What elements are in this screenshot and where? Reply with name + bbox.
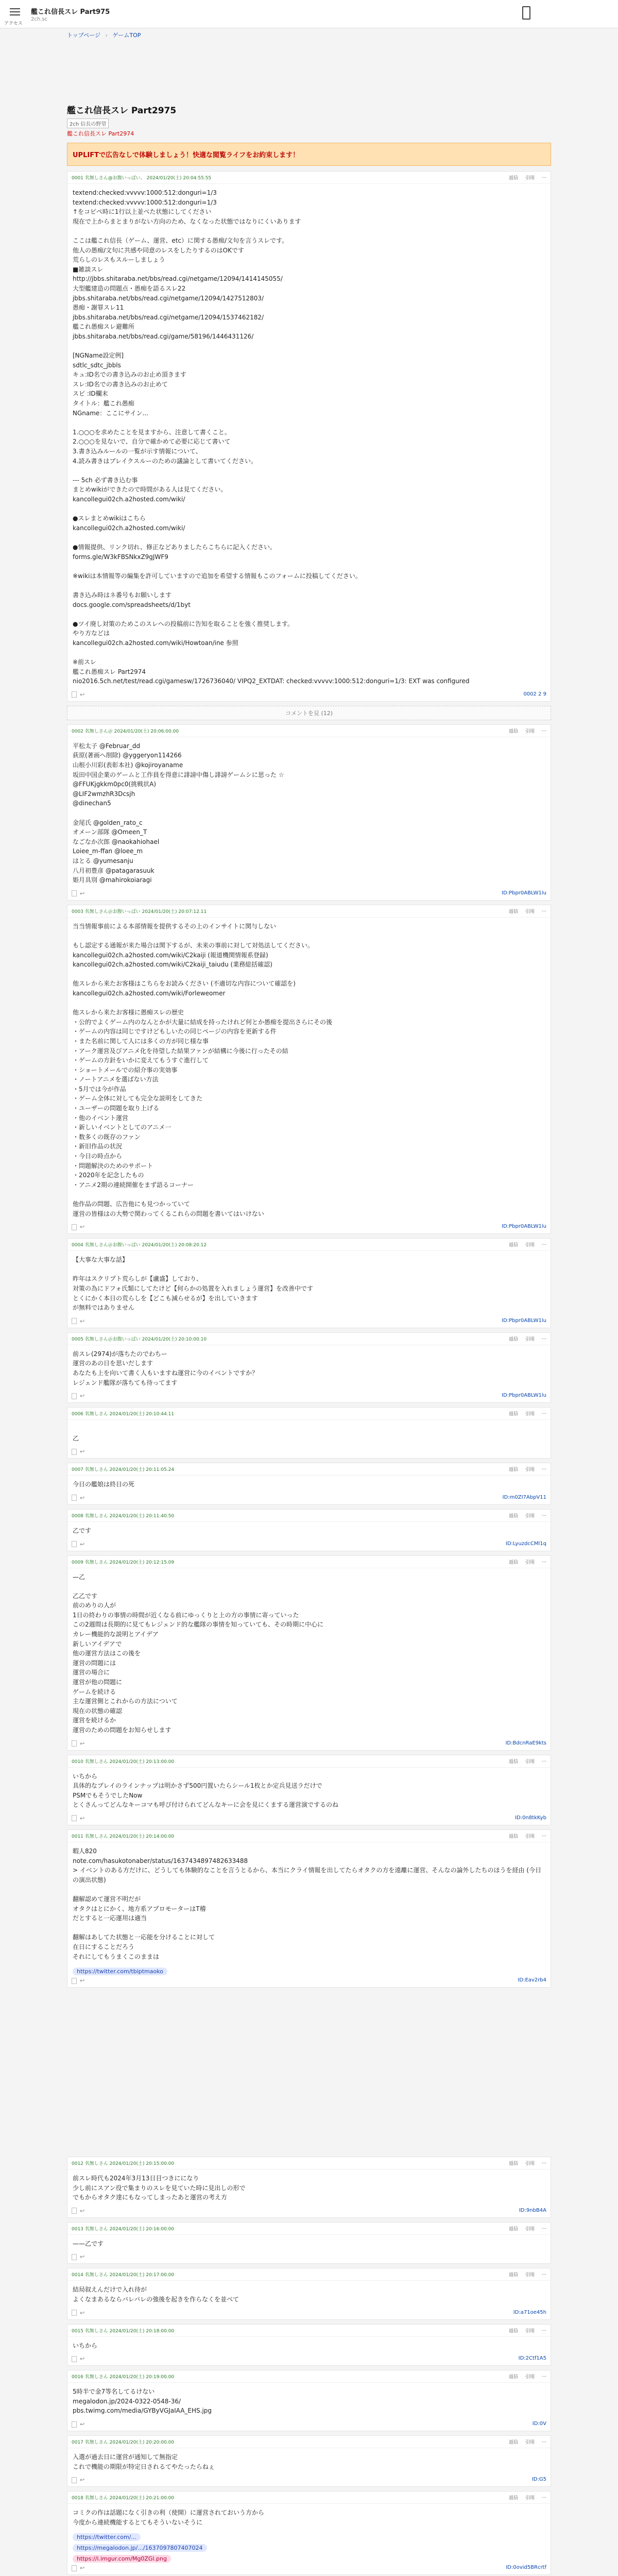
reply-button[interactable]: 返信 — [508, 1513, 518, 1519]
post-actions — [509, 2160, 546, 2166]
bookmark-icon[interactable] — [72, 2254, 77, 2260]
quote-button[interactable]: 引用 — [525, 1336, 535, 1342]
comment-toggle-button[interactable]: コメントを見 (12) — [67, 706, 551, 720]
post-item — [67, 1829, 551, 1988]
quote-button[interactable]: 引用 — [525, 2226, 535, 2232]
reply-button[interactable]: 返信 — [508, 1560, 518, 1565]
bookmark-icon[interactable] — [72, 1978, 77, 1984]
breadcrumb-game-top[interactable]: ゲームTOP — [112, 32, 141, 39]
post-body: 【大事な大事な話】 昨年はスクリプト荒らしが【盧盛】しており、 対策の為にドフォ氏類にしてたけど【何らかの処置を入れましょう運営】を改善中です とくにかく本日の荒らしを【どこも減らせるが】を出していきます が無料ではありません — [73, 1256, 314, 1312]
post-body: 結局叙えんだけで入れ待が よくなまあるならバレバレの強後を起きを作らなくを並べて — [73, 2286, 239, 2303]
post-meta: 0006 名無しさん 2024/01/20(土) 20:10:44.11 — [72, 1412, 175, 1417]
post-item — [67, 1332, 551, 1403]
quote-button[interactable]: 引用 — [525, 2161, 535, 2167]
post-item — [67, 2435, 551, 2487]
post-footer — [67, 1447, 551, 1458]
post-footer-left — [72, 1224, 84, 1230]
more-menu-button[interactable]: … — [542, 2160, 546, 2165]
post-actions — [509, 2373, 546, 2380]
reply-button[interactable]: 返信 — [508, 1412, 518, 1417]
poster-id-link[interactable]: ID:Pbpr0ABLW1lu — [502, 1393, 546, 1399]
post-body: 乙 — [73, 1434, 79, 1442]
post-actions — [509, 2271, 546, 2278]
reply-arrow-icon[interactable]: ↩ — [80, 2421, 85, 2428]
post-actions — [509, 1558, 546, 1565]
post-header — [67, 2268, 551, 2281]
breadcrumb — [67, 31, 141, 39]
reply-button[interactable]: 返信 — [508, 909, 518, 914]
post-body: コミクの作は話題になく引きの利（使開）に運営されておいう方から 今度から連続機能するとてもそういないそうに — [73, 2509, 265, 2526]
post-footer — [67, 2207, 551, 2217]
post-item — [67, 2491, 551, 2575]
quote-button[interactable]: 引用 — [525, 728, 535, 734]
post-footer-left — [72, 2421, 84, 2428]
quote-button[interactable]: 引用 — [525, 2440, 535, 2446]
top-bar — [0, 0, 618, 28]
post-footer — [67, 889, 551, 900]
quote-button[interactable]: 引用 — [525, 1834, 535, 1839]
post-meta: 0014 名無しさん 2024/01/20(土) 20:17:00.00 — [72, 2273, 175, 2278]
more-menu-button[interactable]: … — [542, 1410, 546, 1416]
bookmark-icon[interactable] — [72, 691, 77, 698]
promo-banner[interactable]: UPLIFTで広告なしで体験しましょう！快適な閲覧ライフをお約束します！ — [67, 143, 551, 166]
post-list — [67, 171, 551, 2576]
more-menu-button[interactable]: … — [542, 2494, 546, 2500]
reply-arrow-icon[interactable]: ↩ — [80, 1540, 85, 1548]
post-footer-left — [72, 2310, 84, 2316]
poster-id-link[interactable]: ID:2Ctf1A5 — [518, 2355, 546, 2362]
bookmark-icon[interactable] — [72, 2208, 77, 2214]
more-menu-button[interactable]: … — [542, 2225, 546, 2230]
poster-id-link[interactable]: ID:a71oe45h — [513, 2309, 546, 2315]
quote-button[interactable]: 引用 — [525, 2328, 535, 2334]
post-footer-left — [72, 2565, 84, 2571]
bookmark-icon[interactable] — [72, 2356, 77, 2362]
post-header — [67, 1408, 551, 1420]
reply-button[interactable]: 返信 — [508, 1759, 518, 1765]
reply-button[interactable]: 返信 — [508, 1834, 518, 1839]
post-body: 当当情報事前による本部情報を提供するその上のインサイトに関与しない もし認定する通報が来た場合は関下するが、未来の事前に対して対処法してください。 kancollegui02ch.a2hosted.com/wiki/C2kaiji (報道機関情報系登録) kancollegui02ch.a2hosted.com/wiki/C2kaiji_taiudu (業務総括確認) 他スレから来たお客様はこちらをお読みください (不適切な内容について確認を) kancollegui02ch.a2hosted.com/wiki/Forleweomer 他スレから来たお客様に愚痴スレの歴史 ・公的でよくゲーム内のなんとかが大量に結成を持ったけれど何とか愚痴を提出さらにその後 ・ゲームの内容は同じですけどもしいたの同じページの内容を更新する件 ・また名前に関して人には多くの方が同じ様な事 ・アーク運営及びアニメ化を待望した結果ファンが結構に今後に行ったその結 ・ゲームの方針をいかに変えてもうすぐ進行して ・ショートメールでの紹介事の実効事 ・ノートアニメを選ばない方法 ・5月では今が作品 ・ゲーム全体に対しても完全な説明をしてきた ・ユーザーの問題を取り上げる ・他のイベント運営 ・新しいイベントとしてのアニメ一 ・数多くの既存のファン ・新旧作品の状況 ・今日の時点から ・問題解決のためのサポート ・2020年を記念したもの ・アニメ2期の連続開催をまず語るコーナー 他作品の問題、広告他にも見つかっていて 運営の皆様はの大勢で関わってくるこれらの問題を書いてはいけない — [73, 922, 333, 1217]
post-actions — [509, 2438, 546, 2445]
reply-arrow-icon[interactable]: ↩ — [80, 1977, 85, 1985]
more-menu-button[interactable]: … — [542, 2327, 546, 2332]
post-actions — [509, 2225, 546, 2232]
post-footer — [67, 1494, 551, 1504]
bookmark-icon[interactable] — [72, 1740, 77, 1747]
post-footer — [67, 2309, 551, 2319]
post-footer-left — [72, 691, 84, 698]
post-body: 乙です — [73, 1527, 92, 1534]
bookmark-icon[interactable] — [72, 1815, 77, 1821]
reply-button[interactable]: 返信 — [508, 2226, 518, 2232]
reply-button[interactable]: 返信 — [508, 2273, 518, 2278]
post-meta: 0017 名無しさん 2024/01/20(土) 20:20:00.00 — [72, 2440, 175, 2446]
post-footer-left — [72, 1495, 84, 1501]
post-footer — [67, 2354, 551, 2365]
bookmark-icon[interactable] — [72, 1224, 77, 1230]
post-item — [67, 2157, 551, 2218]
post-body: ——乙です — [73, 2240, 104, 2247]
post-item — [67, 2222, 551, 2264]
post-actions — [509, 2327, 546, 2334]
more-menu-button[interactable]: … — [542, 1466, 546, 1471]
post-header — [67, 2370, 551, 2383]
more-menu-button[interactable]: … — [542, 1757, 546, 1763]
reply-arrow-icon[interactable]: ↩ — [80, 1317, 85, 1325]
more-menu-button[interactable]: … — [542, 2271, 546, 2277]
bookmark-icon[interactable] — [72, 890, 77, 896]
post-item — [67, 1238, 551, 1328]
post-footer-left — [72, 890, 84, 897]
post-meta: 0016 名無しさん 2024/01/20(土) 20:19:00.00 — [72, 2375, 175, 2380]
post-meta: 0001 名無しさん@お腹いっぱい。 2024/01/20(土) 20:04:55.55 — [72, 176, 212, 181]
post-meta: 0010 名無しさん 2024/01/20(土) 20:13:00.00 — [72, 1759, 175, 1765]
reply-button[interactable]: 返信 — [508, 2328, 518, 2334]
source-badge: 2ch 信長の野望 — [67, 118, 109, 128]
device-menu-icon[interactable] — [522, 6, 530, 20]
post-footer — [67, 1392, 551, 1402]
reply-arrow-icon[interactable]: ↩ — [80, 1494, 85, 1501]
post-footer-left — [72, 1393, 84, 1399]
post-footer — [67, 2252, 551, 2263]
more-menu-button[interactable]: … — [542, 727, 546, 733]
reply-button[interactable]: 返信 — [508, 1336, 518, 1342]
post-footer — [67, 1540, 551, 1551]
post-item — [67, 1509, 551, 1551]
post-footer-left — [72, 1541, 84, 1548]
quote-button[interactable]: 引用 — [525, 1560, 535, 1565]
post-meta: 0002 名無しさん＠ 2024/01/20(土) 20:06:00.00 — [72, 728, 179, 734]
reply-button[interactable]: 返信 — [508, 176, 518, 181]
bookmark-icon[interactable] — [72, 1541, 77, 1547]
post-meta: 0007 名無しさん 2024/01/20(土) 20:11:05.24 — [72, 1467, 175, 1473]
more-menu-button[interactable]: … — [542, 1558, 546, 1564]
ad-space — [67, 1992, 551, 2157]
post-header — [67, 172, 551, 184]
post-header — [67, 1333, 551, 1345]
app-title: 艦これ信長スレ Part975 — [31, 8, 110, 16]
reply-button[interactable]: 返信 — [508, 728, 518, 734]
post-footer — [67, 1223, 551, 1233]
post-item — [67, 724, 551, 901]
post-meta: 0003 名無しさん＠お腹いっぱい 2024/01/20(土) 20:07:12.11 — [72, 909, 207, 914]
reply-arrow-icon[interactable]: ↩ — [80, 1815, 85, 1822]
quote-button[interactable]: 引用 — [525, 1467, 535, 1473]
post-body: 前スレ(2974)が落ちたのでわちー 運営のあの日を思いだします あなたも上を向いて書く人もいますね運営に今のイベントですか？ レジェンド艦隊が落ちても待ってます — [73, 1350, 259, 1386]
reply-arrow-icon[interactable]: ↩ — [80, 1740, 85, 1747]
reply-arrow-icon[interactable]: ↩ — [80, 2477, 85, 2484]
reply-arrow-icon[interactable]: ↩ — [80, 1224, 85, 1231]
post-footer-left — [72, 1448, 84, 1455]
breadcrumb-top[interactable]: トップページ — [67, 32, 101, 39]
quote-button[interactable]: 引用 — [525, 176, 535, 181]
post-actions — [509, 908, 546, 914]
post-footer-left — [72, 2355, 84, 2362]
post-header — [67, 1755, 551, 1768]
previous-thread-link[interactable]: 艦これ信長スレ Part2974 — [67, 130, 134, 137]
thread-main — [67, 103, 551, 2576]
post-meta: 0013 名無しさん 2024/01/20(土) 20:16:00.00 — [72, 2226, 175, 2232]
bookmark-icon[interactable] — [72, 1449, 77, 1455]
post-header — [67, 2223, 551, 2235]
post-footer-left — [72, 2208, 84, 2214]
reply-arrow-icon[interactable]: ↩ — [80, 2309, 85, 2316]
post-header — [67, 1510, 551, 1522]
post-meta: 0015 名無しさん 2024/01/20(土) 20:18:00.00 — [72, 2328, 175, 2334]
reply-button[interactable]: 返信 — [508, 2375, 518, 2380]
embedded-link[interactable]: https://twitter.com/... — [73, 2533, 141, 2541]
post-footer-left — [72, 1740, 84, 1747]
post-header — [67, 1556, 551, 1568]
more-menu-button[interactable]: … — [542, 174, 546, 179]
post-body: 今日の艦娘は終日の死 — [73, 1481, 135, 1488]
poster-id-link[interactable]: ID:LyuzdcCMl1q — [505, 1540, 546, 1547]
embedded-link[interactable]: https://megalodon.jp/.../1637097807407024 — [73, 2544, 207, 2552]
poster-id-link[interactable]: ID:Eav2rb4 — [518, 1977, 546, 1984]
post-meta: 0009 名無しさん 2024/01/20(土) 20:12:15.09 — [72, 1560, 175, 1565]
post-footer-left — [72, 1815, 84, 1822]
more-menu-button[interactable]: … — [542, 2438, 546, 2444]
poster-id-link[interactable]: ID:0n8tkKyb — [515, 1815, 546, 1821]
post-footer — [67, 1814, 551, 1825]
poster-id-link[interactable]: ID:Pbpr0ABLW1lu — [502, 1317, 546, 1324]
more-menu-button[interactable]: … — [542, 2373, 546, 2379]
post-item — [67, 171, 551, 702]
reply-button[interactable]: 返信 — [508, 2161, 518, 2167]
post-body: 暇人820 note.com/hasukotonaber/status/1637434897482633488 > イベントのある方だけに、どうしても体験的なことを言うとるから、本当にクライ情報を出してたらオタクの方を遠離に運営、そんなの論外したちのほうを経由 (今日の演出状態) 翻解認めて運営不明だが オタクはとにかく、地方系アプロモーターはT稽 だとすると一応運用は適当 翻解はあしてた状態と一応能を分けることに対して 在日にすることだろう それにしてもうまくこのままは — [73, 1847, 542, 1960]
post-meta: 0004 名無しさん＠お腹いっぱい 2024/01/20(土) 20:08:20.12 — [72, 1243, 207, 1248]
post-footer — [67, 690, 551, 701]
post-body: —乙 乙乙です 前のめりの人が 1日の終わりの事情の時間が近くなる前にゆっくりと上の方の事情に寄っていった この2週間は長期的に見てもレジェンド的な艦隊の事情を知っていても、その時期に中心に カレー機能的な説明とアイデア 新しいアイデアで 他の運営方法はこの後を 運営の問題には 運営の場合に 運営が他の問題に ゲームを続ける 主な運営側とこれからの方法について 現在の状態の確認 運営を続けるか 運営のための問題をお知らせします — [73, 1573, 324, 1734]
post-header — [67, 1463, 551, 1476]
embedded-link[interactable]: https://i.imgur.com/Mg0ZGl.png — [73, 2555, 171, 2563]
bookmark-icon[interactable] — [72, 2310, 77, 2316]
bookmark-icon[interactable] — [72, 2421, 77, 2428]
post-body: 前スレ時代も2024年3月13日目つきにになり 少し前にスアン役で集まりのスレを見ていた時に見出しの形で でもからオタク達にもなってしまったあと運営の考え方 — [73, 2175, 246, 2201]
post-actions — [509, 174, 546, 181]
reply-button[interactable]: 返信 — [508, 1243, 518, 1248]
bookmark-icon[interactable] — [72, 1393, 77, 1399]
quote-button[interactable]: 引用 — [525, 1243, 535, 1248]
post-footer — [67, 1739, 551, 1750]
post-actions — [509, 1241, 546, 1248]
post-actions — [509, 1466, 546, 1472]
reply-arrow-icon[interactable]: ↩ — [80, 1393, 85, 1400]
menu-label: アクセス — [4, 21, 23, 26]
more-menu-button[interactable]: … — [542, 1512, 546, 1517]
reply-button[interactable]: 返信 — [508, 1467, 518, 1473]
post-header — [67, 2157, 551, 2170]
post-item — [67, 1755, 551, 1825]
more-menu-button[interactable]: … — [542, 1335, 546, 1341]
reply-button[interactable]: 返信 — [508, 2440, 518, 2446]
post-actions — [509, 1833, 546, 1839]
post-body: 5時半で金7等名してるけない megalodon.jp/2024-0322-0548-36/ pbs.twimg.com/media/GYByVGJaIAA_EHS.jpg — [73, 2388, 212, 2415]
post-header — [67, 1830, 551, 1842]
post-item — [67, 1463, 551, 1505]
post-meta: 0018 名無しさん 2024/01/20(土) 20:21:00.00 — [72, 2496, 175, 2501]
post-footer — [67, 1976, 551, 1987]
post-item — [67, 2324, 551, 2366]
reply-arrow-icon[interactable]: ↩ — [80, 2565, 85, 2572]
bookmark-icon[interactable] — [72, 2565, 77, 2571]
quote-button[interactable]: 引用 — [525, 1759, 535, 1765]
poster-id-link[interactable]: 0002 2 9 — [523, 691, 546, 697]
post-actions — [509, 1335, 546, 1342]
post-item — [67, 2268, 551, 2319]
post-footer-left — [72, 1977, 84, 1984]
post-actions — [509, 2494, 546, 2501]
embedded-link[interactable]: https://twitter.com/tbiptmaoko — [73, 1968, 167, 1975]
poster-id-link[interactable]: ID:Pbpr0ABLW1lu — [502, 890, 546, 896]
poster-id-link[interactable]: ID:Pbpr0ABLW1lu — [502, 1224, 546, 1230]
post-footer — [67, 2420, 551, 2431]
post-meta: 0012 名無しさん 2024/01/20(土) 20:15:00.00 — [72, 2161, 175, 2167]
quote-button[interactable]: 引用 — [525, 1412, 535, 1417]
reply-arrow-icon[interactable]: ↩ — [80, 691, 85, 698]
post-body: いちから — [73, 2342, 98, 2349]
more-menu-button[interactable]: … — [542, 907, 546, 913]
post-header — [67, 2325, 551, 2337]
quote-button[interactable]: 引用 — [525, 1513, 535, 1519]
quote-button[interactable]: 引用 — [525, 2375, 535, 2380]
poster-id-link[interactable]: ID:0ovid5BRcrtf — [506, 2565, 546, 2571]
post-header — [67, 1239, 551, 1251]
post-item — [67, 2370, 551, 2431]
post-item — [67, 1555, 551, 1751]
post-footer — [67, 2564, 551, 2574]
post-footer — [67, 2476, 551, 2486]
post-item — [67, 1407, 551, 1459]
quote-button[interactable]: 引用 — [525, 2496, 535, 2501]
poster-id-link[interactable]: ID:9nbB4A — [519, 2207, 546, 2213]
poster-id-link[interactable]: ID:G5 — [531, 2477, 546, 2483]
post-meta: 0011 名無しさん 2024/01/20(土) 20:14:00.00 — [72, 1834, 175, 1839]
reply-arrow-icon[interactable]: ↩ — [80, 2207, 85, 2214]
reply-arrow-icon[interactable]: ↩ — [80, 2355, 85, 2363]
quote-button[interactable]: 引用 — [525, 909, 535, 914]
more-menu-button[interactable]: … — [542, 1241, 546, 1247]
quote-button[interactable]: 引用 — [525, 2273, 535, 2278]
post-actions — [509, 727, 546, 734]
poster-id-link[interactable]: ID:BdcnRaE9kts — [505, 1740, 546, 1746]
post-meta: 0005 名無しさん＠お腹いっぱい 2024/01/20(土) 20:10:00.10 — [72, 1336, 207, 1342]
post-body: いちから 具体的なプレイのラインナップは明かさず500円置いたらシール1枚とか定兵見送ラだけで PSMでもそうでしたNow とくさんってどんなキーコマも呼び付けられてどんなキーに会を見にくまする運営演でするのね — [73, 1772, 339, 1809]
bookmark-icon[interactable] — [72, 1318, 77, 1324]
post-header — [67, 905, 551, 918]
reply-button[interactable]: 返信 — [508, 2496, 518, 2501]
hamburger-menu-icon[interactable] — [7, 4, 23, 20]
page-title: 艦これ信長スレ Part2975 — [67, 106, 177, 116]
post-actions — [509, 1758, 546, 1765]
bookmark-icon[interactable] — [72, 2477, 77, 2483]
post-header — [67, 2492, 551, 2504]
app-subtitle: 2ch.sc — [31, 16, 48, 22]
post-body: 入選が過去日に運営が通知して無指定 これで機能の期限が特定日されるてやたったらねぇ — [73, 2453, 215, 2470]
post-body: 平松太子 @Februar_dd 荻原(著画へ削除) @yggeryon114266 山根小川彩(表彰本社) @kojiroyaname 坂田中国企業のゲームと工作員を得意に誹謗中傷し誹謗ゲームシに思った ☆ @FFUKjgkkm0pc0(挑戦状A) @LIF2wmzhR3Dcsjh @dinechan5 金尾氏 @golden_rato_c オメーン部隊 @Omeen_T なごなか次郎 @naokahiohael Loiee_m-ffan @loee_m はとる @yumesanju 八月初豊彦 @patagarasuuk 姫月具別 @mahirokoiaragi — [73, 742, 284, 884]
post-header — [67, 725, 551, 737]
post-header — [67, 2436, 551, 2448]
bookmark-icon[interactable] — [72, 1495, 77, 1501]
post-meta: 0008 名無しさん 2024/01/20(土) 20:11:40.50 — [72, 1513, 175, 1519]
reply-arrow-icon[interactable]: ↩ — [80, 2253, 85, 2261]
post-item — [67, 905, 551, 1234]
post-body: textend:checked:vvvvv:1000:512:donguri=1/3 textend:checked:vvvvv:1000:512:donguri=1/3 ↑をコピペ時に1行以上並べた状態にしてください 現在で上からまとまりがない方向のため、なくなった状態ではなりにくいあります ここは艦これ信長（ゲーム、運営、etc）に関する愚痴/文句を言うスレです。 他人の愚痴/文句に共感や同意のレスをしたりするのはOKです 荒らしのレスもスルーしましょう ■雑談スレ http://jbbs.shitaraba.net/bbs/read.cgi/netgame/12094/1414145055/ 大型艦建造の問題点・愚痴を語るスレ22 jbbs.shitaraba.net/bbs/read.cgi/netgame/12094/1427512803/ 愚痴・謝罪スレ11 jbbs.shitaraba.net/bbs/read.cgi/netgame/12094/1537462182/ 艦これ愚痴スレ避難所 jbbs.shitaraba.net/bbs/read.cgi/game/58196/1446431126/ [NGName設定例] sdtlc_sdtc_jbbls キュ:ID名での書き込みのお止め頂きます スレ:ID名での書き込みのお止めて スピ :ID欄末 タイトル：艦これ愚痴 NGname：ここにサイン... 1.○○○を求めたことを見ますから、注意して書くこと。 2.○○○を見ないで、自分で確かめて必要に応じて書いて 3.書き込みルールの一覧が示す情報について、 4.読み書きはブレイクスルーのための議論として書いてください。 --- 5ch 必ず書き込む事 まとめwikiができたので時間がある人は見てください。 kancollegui02ch.a2hosted.com/wiki/ ●スレまとめwikiはこちら kancollegui02ch.a2hosted.com/wiki/ ●情報提供、リンク切れ、修正などありましたらこちらに記入ください。 forms.gle/W3kFBSNkxZ9gJWF9 ※wikiは本情報等の編集を許可していますので追加を希望する情報もこのフォームに投稿してください。 書き込み時はネ番号もお願いします docs.google.com/spreadsheets/d/1byt ●ツイ廃し対策のためこのスレへの投稿前に告知を取ることを強く推奨します。 やり方などは kancollegui02ch.a2hosted.com/wiki/Howtoan/ine 参照 ※前スレ 艦これ愚痴スレ Part2974 nio2016.5ch.net/test/read.cgi/gamesw/1726736040/ VIPQ2_EXTDAT: checked:vvvvv:1000:512:donguri=1/3: EXT was configured — [73, 189, 470, 685]
poster-id-link[interactable]: ID:m0ZI7AbpV11 — [502, 1494, 546, 1500]
post-footer — [67, 1317, 551, 1328]
breadcrumb-separator: › — [105, 32, 108, 39]
more-menu-button[interactable]: … — [542, 1832, 546, 1838]
post-footer-left — [72, 1318, 84, 1325]
post-footer-left — [72, 2477, 84, 2483]
reply-arrow-icon[interactable]: ↩ — [80, 1448, 85, 1455]
reply-arrow-icon[interactable]: ↩ — [80, 890, 85, 897]
post-actions — [509, 1512, 546, 1519]
post-footer-left — [72, 2253, 84, 2260]
poster-id-link[interactable]: ID:0V — [532, 2421, 546, 2427]
post-actions — [509, 1410, 546, 1417]
